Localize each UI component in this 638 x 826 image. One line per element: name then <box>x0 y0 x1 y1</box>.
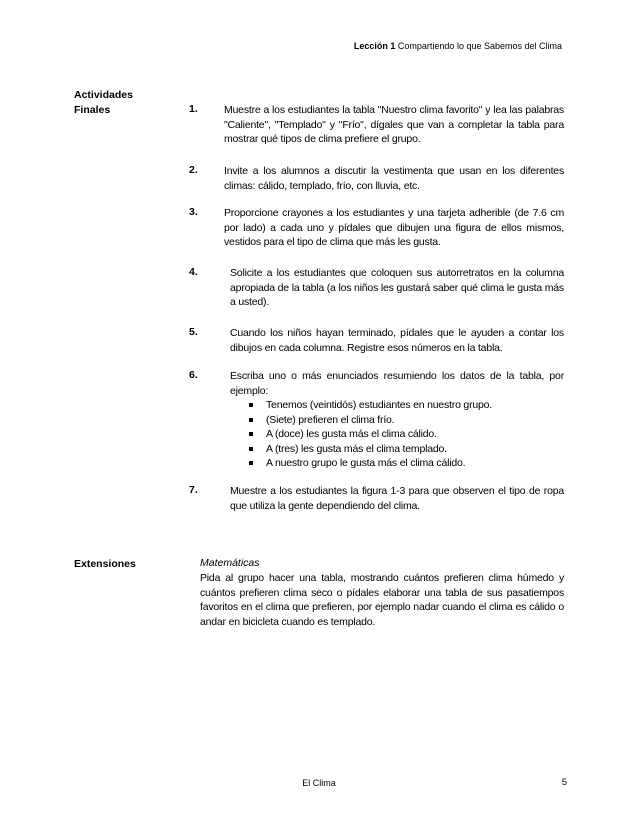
extension-text: Pida al grupo hacer una tabla, mostrando cuántos prefieren clima húmedo y cuántos prefieren clima seco o pídales elaborar una tabla de sus pasatiempos favoritos en el clima que prefieren, por ejemplo nadar cuando el clima es cálido o andar en bicicleta cuando es templado. <box>200 572 564 628</box>
example-bullet: A (doce) les gusta más el clima cálido. <box>230 427 564 442</box>
page-header <box>354 41 562 51</box>
list-item-text: Escriba uno o más enunciados resumiendo los datos de la tabla, por ejemplo: <box>230 370 564 397</box>
square-bullet-icon <box>249 403 253 407</box>
section-label-actividades <box>74 88 133 118</box>
list-item: Muestre a los estudiantes la tabla "Nuestro clima favorito" y lea las palabras "Caliente", "Templado" y "Frío", dígales que van a completar la tabla para mostrar qué tipos de clima prefiere el grupo. <box>224 104 564 145</box>
square-bullet-icon <box>249 461 253 465</box>
list-item: Proporcione crayones a los estudiantes y una tarjeta adherible (de 7.6 cm por lado) a cada uno y pídales que dibujen una figura de ellos mismos, vestidos para el tipo de clima que más les gusta. <box>224 207 564 248</box>
example-bullet: A (tres) les gusta más el clima templado. <box>230 442 564 457</box>
section-label-extensiones: Extensiones <box>74 558 136 570</box>
item-number: 3. <box>189 206 198 218</box>
example-bullet: A nuestro grupo le gusta más el clima cálido. <box>230 456 564 471</box>
square-bullet-icon <box>249 447 253 451</box>
list-item: Cuando los niños hayan terminado, pídales que le ayuden a contar los dibujos en cada columna. Registre esos números en la tabla. <box>230 327 564 354</box>
section-label-line2: Finales <box>74 104 111 116</box>
page-number: 5 <box>561 777 567 788</box>
item-number: 4. <box>189 266 198 278</box>
item-number: 1. <box>189 103 198 115</box>
section-label-line1: Actividades <box>74 89 133 101</box>
list-item <box>230 369 564 471</box>
footer-title: El Clima <box>302 778 336 788</box>
lesson-number: Lección 1 <box>353 41 396 51</box>
square-bullet-icon <box>249 432 253 436</box>
example-bullet: (Siete) prefieren el clima frío. <box>230 413 564 428</box>
list-item: Solicite a los estudiantes que coloquen sus autorretratos en la columna apropiada de la tabla (a los niños les gustará saber qué clima le gusta más a usted). <box>230 267 564 308</box>
example-list <box>230 398 564 471</box>
example-bullet: Tenemos (veintidós) estudiantes en nuestro grupo. <box>230 398 564 413</box>
item-number: 2. <box>189 164 198 176</box>
item-number: 7. <box>189 484 198 496</box>
item-number: 6. <box>189 369 198 381</box>
square-bullet-icon <box>249 418 253 422</box>
list-item: Muestre a los estudiantes la figura 1-3 para que observen el tipo de ropa que utiliza la gente dependiendo del clima. <box>230 485 564 512</box>
lesson-title: Compartiendo lo que Sabemos del Clima <box>395 41 562 51</box>
list-item: Invite a los alumnos a discutir la vestimenta que usan en los diferentes climas: cálido, templado, frío, con lluvia, etc. <box>224 165 564 192</box>
extension-subject: Matemáticas <box>200 557 260 569</box>
item-number: 5. <box>189 326 198 338</box>
